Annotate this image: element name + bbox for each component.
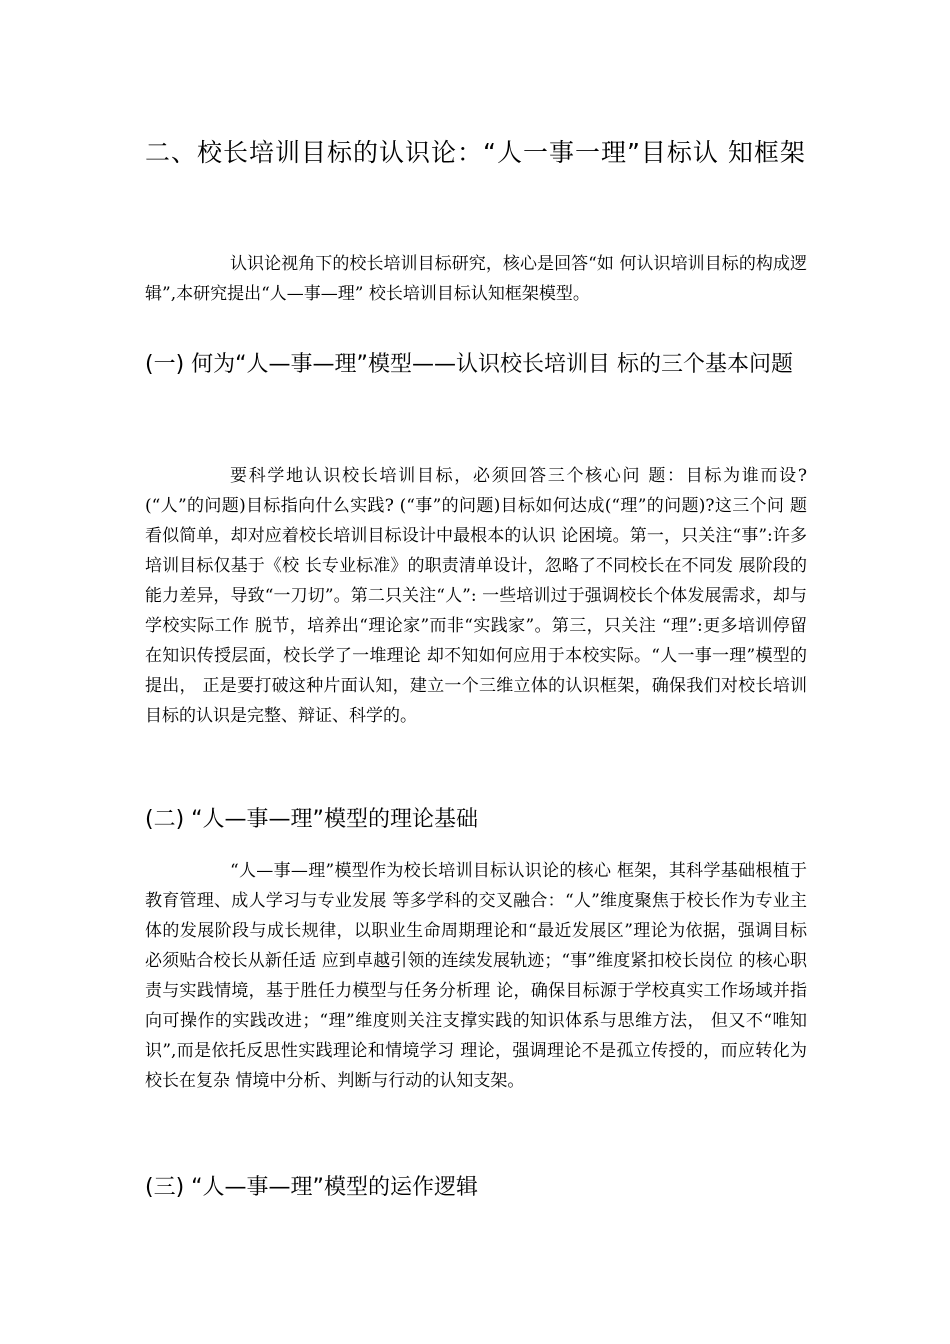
section-two-intro-paragraph: 认识论视角下的校长培训目标研究，核心是回答“如 何认识培训目标的构成逻辑”,本研究提出“人—事—理” 校长培训目标认知框架模型。 bbox=[145, 254, 807, 304]
subsection-one-heading: (一) 何为“人—事—理”模型——认识校长培训目 标的三个基本问题 bbox=[145, 352, 793, 377]
subsection-one-paragraph: 要科学地认识校长培训目标，必须回答三个核心问 题：目标为谁而设?(“人”的问题)目标指向什么实践? (“事”的问题)目标如何达成(“理”的问题)?这三个问 题看似简单，却对应着校长培训目标设计中最根本的认识 论困境。第一，只关注“事”:许多培训目标仅基于《校 长专业标准》的职责清单设计，忽略了不同校长在不同发 展阶段的能力差异，导致“一刀切”。第二只关注“人”: 一些培训过于强调校长个体发展需求，却与学校实际工作 脱节，培养出“理论家”而非“实践家”。第三，只关注 “理”:更多培训停留在知识传授层面，校长学了一堆理论 却不知如何应用于本校实际。“人一事一理”模型的提出， 正是要打破这种片面认知，建立一个三维立体的认识框架，确保我们对校长培训目标的认识是完整、辩证、科学的。 bbox=[145, 466, 807, 726]
section-two-heading: 二、校长培训目标的认识论：“人一事一理”目标认 知框架 bbox=[145, 138, 806, 167]
subsection-two-paragraph: “人—事—理”模型作为校长培训目标认识论的核心 框架，其科学基础根植于教育管理、成人学习与专业发展 等多学科的交叉融合：“人”维度聚焦于校长作为专业主 体的发展阶段与成长规律，以职业生命周期理论和“最近发展区”理论为依据，强调目标必须贴合校长从新任适 应到卓越引领的连续发展轨迹；“事”维度紧扣校长岗位 的核心职责与实践情境，基于胜任力模型与任务分析理 论，确保目标源于学校真实工作场域并指向可操作的实践改进；“理”维度则关注支撑实践的知识体系与思维方法， 但又不“唯知识”,而是依托反思性实践理论和情境学习 理论，强调理论不是孤立传授的，而应转化为校长在复杂 情境中分析、判断与行动的认知支架。 bbox=[145, 861, 807, 1091]
subsection-two-heading: (二) “人—事—理”模型的理论基础 bbox=[145, 807, 478, 832]
subsection-three-heading: (三) “人—事—理”模型的运作逻辑 bbox=[145, 1175, 478, 1200]
